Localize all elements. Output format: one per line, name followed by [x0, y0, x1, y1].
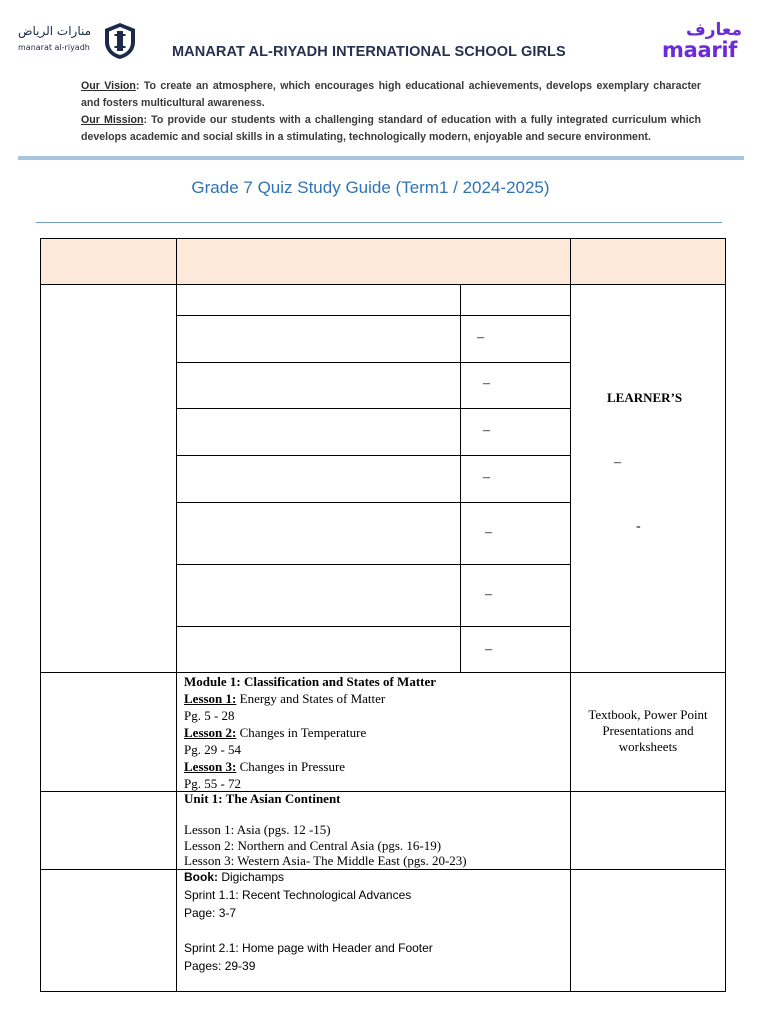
- date-dash: –: [483, 376, 490, 391]
- unit-title: Unit 1: The Asian Continent: [184, 791, 341, 806]
- learners-heading: LEARNER’S: [607, 390, 683, 405]
- maarif-logo: [662, 20, 742, 62]
- vision-statement: [81, 78, 701, 112]
- sprint-item: Sprint 1.1: Recent Technological Advances: [184, 887, 412, 902]
- date-dash: –: [477, 330, 484, 345]
- book-line: Book: Digichamps: [184, 870, 285, 884]
- subrow-divider: [176, 564, 571, 565]
- table-column-divider: [460, 284, 461, 672]
- vision-text: : To create an atmosphere, which encourages high educational achievements, develops exemplary character and fosters multicultural awareness.: [81, 80, 701, 109]
- mission-label: Our Mission: [81, 114, 144, 126]
- learners-dash: –: [614, 455, 621, 470]
- date-dash: –: [483, 423, 490, 438]
- page-title: Grade 7 Quiz Study Guide (Term1 / 2024-2025): [191, 178, 550, 197]
- date-dash: –: [485, 642, 492, 657]
- vision-label: Our Vision: [81, 80, 136, 92]
- mission-text: : To provide our students with a challenging standard of education with a fully integrated curriculum which develops academic and social skills in a stimulating, technologically modern, enjoyable and secure environment.: [81, 114, 701, 143]
- table-border: [40, 238, 726, 239]
- table-row-divider: [40, 284, 726, 285]
- header-cell-content: [177, 239, 571, 284]
- science-content: [184, 673, 564, 792]
- school-logo: [18, 22, 128, 62]
- date-dash: –: [483, 470, 490, 485]
- header-cell-resources: [571, 239, 725, 284]
- maarif-arabic-text: معارف: [685, 20, 742, 40]
- sprint-pages: Pages: 29-39: [184, 958, 256, 973]
- lesson-item: Lesson 2: Changes in Temperature: [184, 725, 367, 740]
- lesson-pages: Pg. 55 - 72: [184, 776, 242, 791]
- social-content: [184, 791, 564, 869]
- sprint-pages: Page: 3-7: [184, 905, 237, 920]
- subrow-divider: [176, 455, 571, 456]
- lesson-item: Lesson 2: Northern and Central Asia (pgs. 16-19): [184, 837, 442, 853]
- logo-arabic-text: منارات الرياض: [18, 24, 92, 38]
- ict-content: [184, 869, 564, 976]
- lesson-item: Lesson 1: Energy and States of Matter: [184, 691, 386, 706]
- table-border: [40, 238, 41, 992]
- subrow-divider: [176, 408, 571, 409]
- module-title: Module 1: Classification and States of Matter: [184, 674, 437, 689]
- table-border: [725, 238, 726, 992]
- header-cell-subject: [41, 239, 177, 284]
- learners-dash: -: [636, 519, 641, 534]
- subrow-divider: [176, 626, 571, 627]
- table-column-divider: [570, 238, 571, 992]
- science-resources: Textbook, Power Point Presentations and worksheets: [588, 707, 708, 754]
- table-column-divider: [176, 238, 177, 992]
- subrow-divider: [176, 362, 571, 363]
- date-dash: –: [485, 525, 492, 540]
- logo-english-text: manarat al-riyadh: [18, 43, 90, 52]
- header-divider: [18, 156, 744, 160]
- lesson-item: Lesson 3: Changes in Pressure: [184, 759, 346, 774]
- lesson-item: Lesson 1: Asia (pgs. 12 -15): [184, 822, 331, 837]
- mission-statement: [81, 112, 701, 146]
- subrow-divider: [176, 502, 571, 503]
- subrow-divider: [176, 315, 571, 316]
- school-emblem-icon: [102, 22, 138, 60]
- lesson-pages: Pg. 29 - 54: [184, 742, 242, 757]
- lesson-pages: Pg. 5 - 28: [184, 708, 235, 723]
- lesson-item: Lesson 3: Western Asia- The Middle East (pgs. 20-23): [184, 853, 467, 868]
- sprint-item: Sprint 2.1: Home page with Header and Footer: [184, 941, 433, 956]
- title-divider: [36, 222, 722, 223]
- date-dash: –: [485, 587, 492, 602]
- maarif-english-text: maarif: [662, 38, 738, 62]
- table-border: [40, 991, 726, 992]
- school-name: MANARAT AL-RIYADH INTERNATIONAL SCHOOL GIRLS: [172, 44, 566, 60]
